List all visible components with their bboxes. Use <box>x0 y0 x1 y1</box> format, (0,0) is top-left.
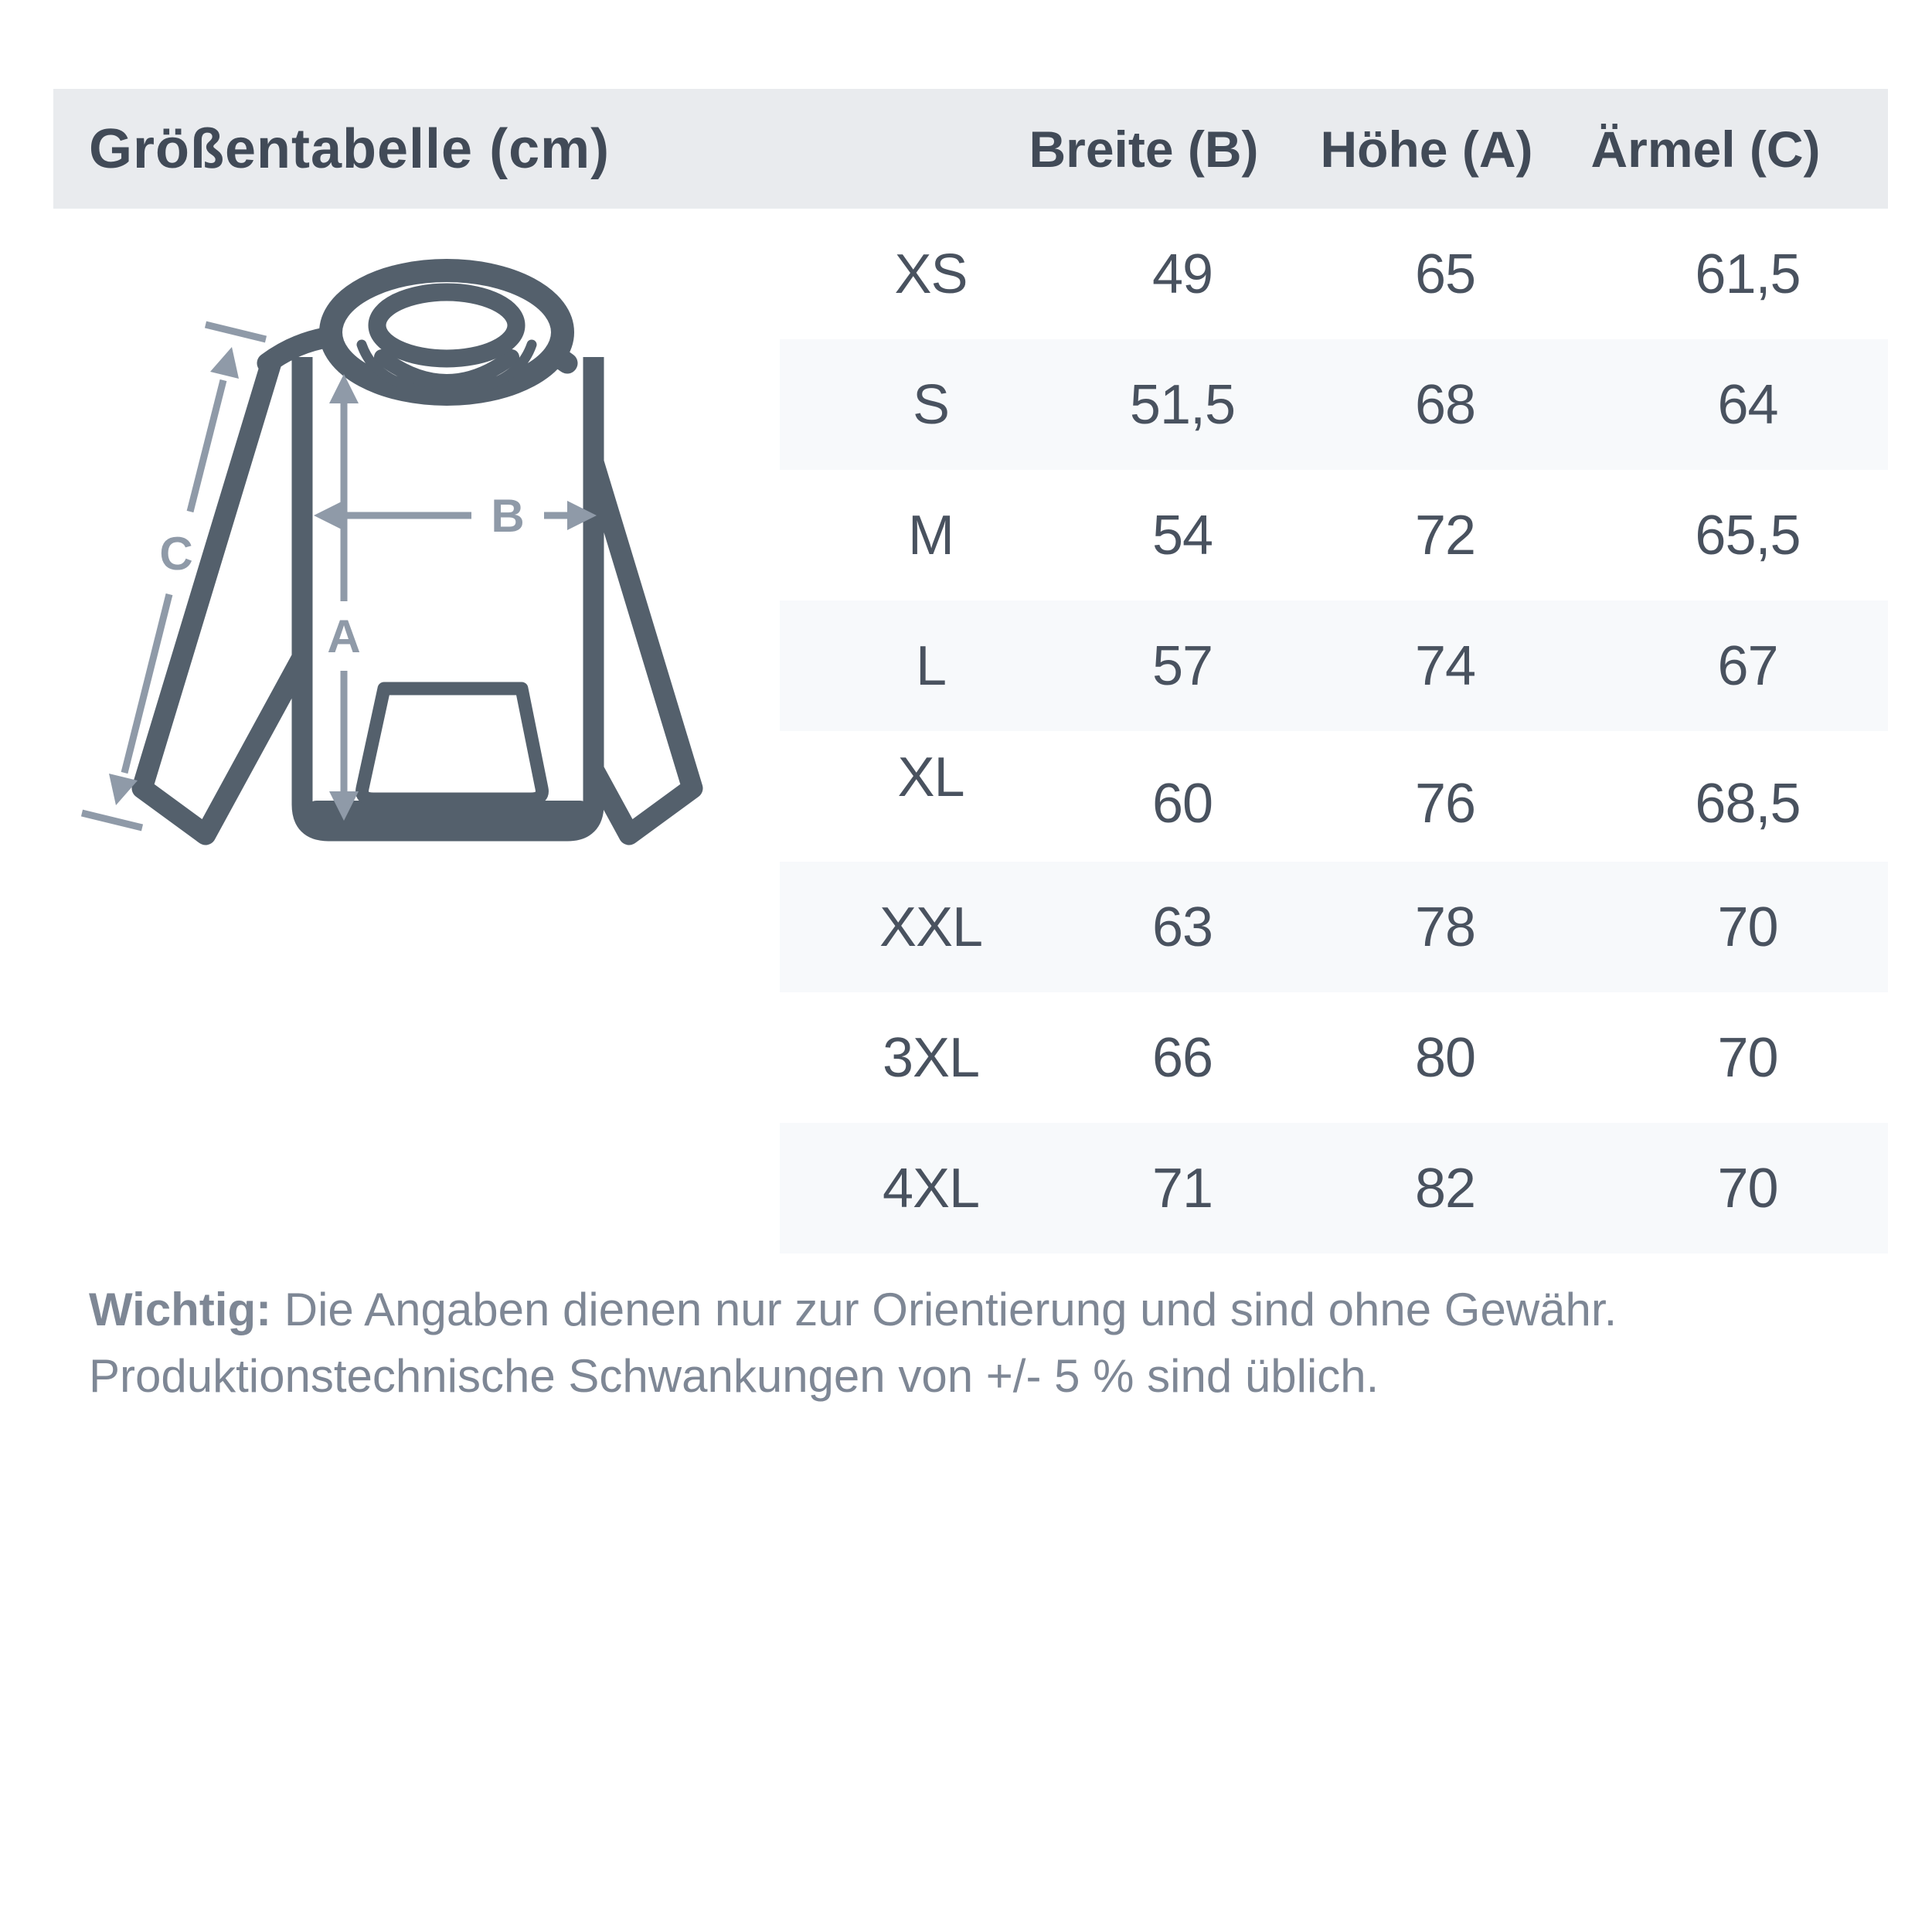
value-cell: 65,5 <box>1695 504 1801 566</box>
value-cell: 82 <box>1414 1157 1476 1219</box>
value-cell: 60 <box>1151 772 1213 835</box>
value-cell: 49 <box>1151 243 1213 305</box>
measure-label-a: A <box>327 611 361 662</box>
size-cell: M <box>908 504 954 566</box>
column-header-aermel: Ärmel (C) <box>1590 120 1821 178</box>
column-header-breite: Breite (B) <box>1029 120 1259 178</box>
value-cell: 70 <box>1717 1026 1778 1089</box>
disclaimer-note <box>89 1277 1843 1410</box>
size-cell: XS <box>894 243 968 305</box>
table-row <box>780 1123 1888 1253</box>
size-cell: L <box>915 634 947 697</box>
table-row <box>780 862 1888 992</box>
value-cell: 54 <box>1151 504 1213 566</box>
value-cell: 70 <box>1717 1157 1778 1219</box>
value-cell: 71 <box>1151 1157 1213 1219</box>
measure-label-b: B <box>491 490 525 542</box>
value-cell: 51,5 <box>1129 373 1236 436</box>
size-cell: S <box>912 373 950 436</box>
value-cell: 80 <box>1414 1026 1476 1089</box>
sleeve-tick-bottom <box>82 813 142 828</box>
note-line2: Produktionstechnische Schwankungen von +/- 5 % sind üblich. <box>89 1350 1379 1402</box>
value-cell: 61,5 <box>1695 243 1801 305</box>
table-row <box>780 600 1888 731</box>
value-cell: 57 <box>1151 634 1213 697</box>
value-cell: 65 <box>1414 243 1476 305</box>
value-cell: 68,5 <box>1695 772 1801 835</box>
value-cell: 64 <box>1717 373 1778 436</box>
size-table <box>780 209 1888 1253</box>
hood-inner <box>377 292 516 359</box>
size-cell: XXL <box>879 896 983 958</box>
page-title: Größentabelle (cm) <box>89 117 611 180</box>
table-row <box>780 209 1888 339</box>
value-cell: 67 <box>1717 634 1778 697</box>
note-line1: Die Angaben dienen nur zur Orientierung und sind ohne Gewähr. <box>271 1284 1617 1335</box>
table-row <box>780 470 1888 600</box>
value-cell: 68 <box>1414 373 1476 436</box>
value-cell: 72 <box>1414 504 1476 566</box>
sleeve-tick-top <box>206 325 266 339</box>
table-row <box>780 339 1888 470</box>
note-prefix: Wichtig: <box>89 1284 272 1335</box>
sleeve-arrowhead-up <box>210 347 239 379</box>
value-cell: 78 <box>1414 896 1476 958</box>
table-row <box>780 731 1888 862</box>
pocket <box>362 689 543 799</box>
hoodie-measurement-diagram <box>54 155 781 866</box>
sleeve-arrow-line-top <box>190 380 223 512</box>
measure-label-c: C <box>159 528 193 580</box>
size-cell: XL <box>897 746 964 808</box>
value-cell: 74 <box>1414 634 1476 697</box>
size-cell: 4XL <box>882 1157 980 1219</box>
value-cell: 76 <box>1414 772 1476 835</box>
value-cell: 63 <box>1151 896 1213 958</box>
value-cell: 66 <box>1151 1026 1213 1089</box>
value-cell: 70 <box>1717 896 1778 958</box>
size-cell: 3XL <box>882 1026 980 1089</box>
table-row <box>780 992 1888 1123</box>
column-header-hoehe: Höhe (A) <box>1320 120 1533 178</box>
